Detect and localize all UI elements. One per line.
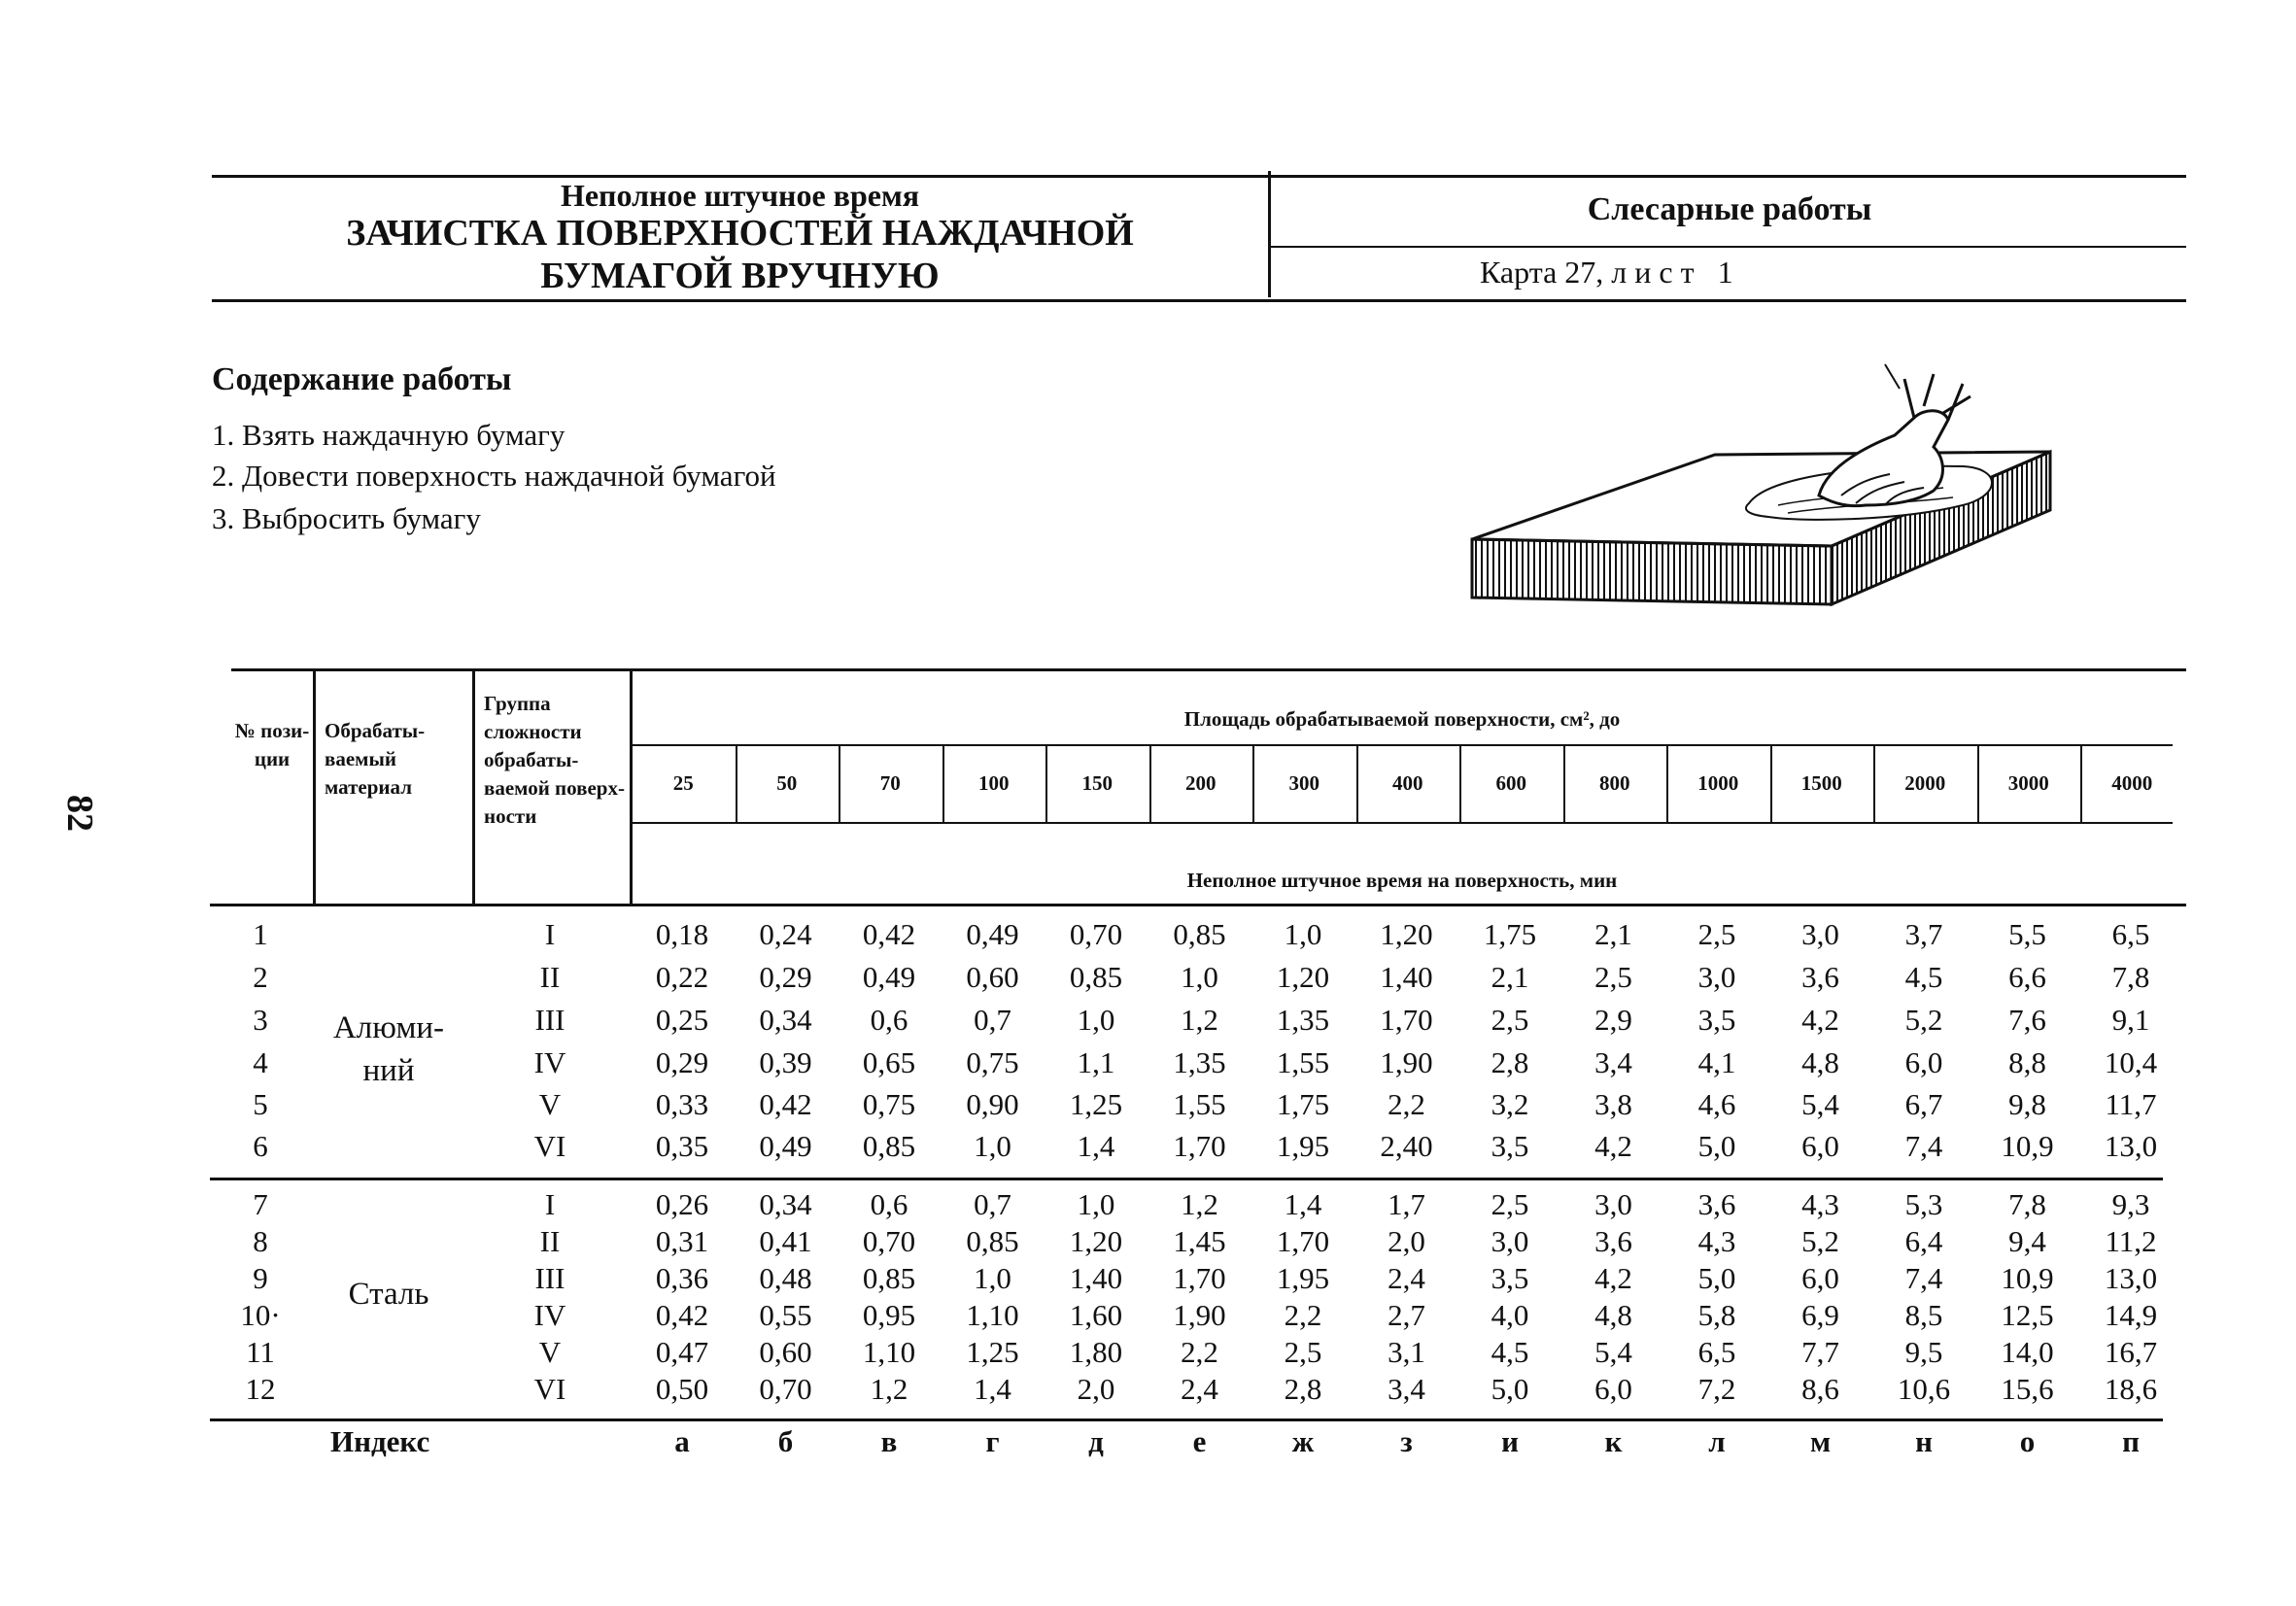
area-header: Площадь обрабатываемой поверхности, см², до — [1183, 707, 1621, 731]
time-value: 11,7 — [2105, 1087, 2157, 1121]
time-value: 3,4 — [1388, 1372, 1425, 1406]
time-value: 1,70 — [1380, 1003, 1433, 1037]
time-value: 4,2 — [1801, 1003, 1839, 1037]
time-value: 14,9 — [2104, 1298, 2158, 1332]
time-value: 3,2 — [1491, 1087, 1529, 1121]
time-value: 0,50 — [655, 1372, 709, 1406]
time-value: 0,75 — [862, 1087, 916, 1121]
area-value: 1500 — [1800, 770, 1842, 795]
time-value: 0,41 — [759, 1224, 812, 1258]
row-group: II — [539, 960, 561, 994]
time-value: 4,3 — [1697, 1224, 1736, 1258]
row-position: 6 — [253, 1129, 268, 1163]
time-value: 5,3 — [1904, 1187, 1943, 1221]
time-value: 2,5 — [1491, 1003, 1529, 1037]
time-value: 3,0 — [1801, 917, 1839, 951]
time-value: 0,42 — [759, 1087, 812, 1121]
card-number — [1480, 255, 1741, 290]
time-value: 0,85 — [1069, 960, 1123, 994]
time-value: 1,10 — [966, 1298, 1019, 1332]
time-value: 1,7 — [1388, 1187, 1425, 1221]
time-value: 1,25 — [1069, 1087, 1123, 1121]
area-values-rule — [632, 822, 2173, 824]
row-position: 5 — [253, 1087, 268, 1121]
time-value: 2,2 — [1284, 1298, 1322, 1332]
time-value: 1,2 — [1181, 1187, 1218, 1221]
time-value: 4,5 — [1904, 960, 1943, 994]
time-value: 6,0 — [1801, 1261, 1839, 1295]
area-value: 100 — [978, 770, 1010, 795]
sanding-illustration — [1457, 359, 2079, 622]
time-value: 0,24 — [759, 917, 812, 951]
time-value: 1,2 — [870, 1372, 908, 1406]
time-value: 2,0 — [1077, 1372, 1115, 1406]
time-value: 0,34 — [759, 1003, 812, 1037]
time-value: 0,29 — [759, 960, 812, 994]
time-value: 6,9 — [1801, 1298, 1839, 1332]
time-value: 2,1 — [1594, 917, 1632, 951]
time-value: 9,3 — [2111, 1187, 2150, 1221]
block-front — [1472, 539, 1832, 604]
time-value: 1,40 — [1380, 960, 1433, 994]
time-value: 1,35 — [1276, 1003, 1330, 1037]
row-group: I — [544, 917, 556, 951]
time-value: 12,5 — [2001, 1298, 2054, 1332]
row-group: V — [538, 1335, 562, 1369]
time-value: 2,7 — [1388, 1298, 1425, 1332]
time-value: 0,70 — [759, 1372, 812, 1406]
time-value: 1,60 — [1069, 1298, 1123, 1332]
time-value: 1,75 — [1483, 917, 1537, 951]
row-group: III — [534, 1261, 565, 1295]
time-value: 0,33 — [655, 1087, 709, 1121]
row-position: 11 — [246, 1335, 275, 1369]
row-group: IV — [533, 1298, 566, 1332]
row-position: 9 — [253, 1261, 268, 1295]
time-value: 3,5 — [1491, 1261, 1529, 1295]
time-value: 8,5 — [1904, 1298, 1943, 1332]
time-value: 1,90 — [1173, 1298, 1226, 1332]
time-value: 0,48 — [759, 1261, 812, 1295]
index-letter: б — [777, 1424, 794, 1458]
time-value: 1,2 — [1181, 1003, 1218, 1037]
time-value: 2,4 — [1388, 1261, 1425, 1295]
time-value: 1,35 — [1173, 1045, 1226, 1079]
time-value: 4,8 — [1594, 1298, 1632, 1332]
time-value: 2,0 — [1388, 1224, 1425, 1258]
area-value: 4000 — [2111, 770, 2153, 795]
row-group: VI — [533, 1129, 566, 1163]
area-value: 50 — [776, 770, 798, 795]
area-value: 25 — [672, 770, 694, 795]
area-value: 1000 — [1697, 770, 1739, 795]
col-group-header: Группа сложности обрабаты- ваемой поверх- ности — [484, 692, 625, 828]
time-value: 6,6 — [2008, 960, 2046, 994]
time-value: 0,70 — [1069, 917, 1123, 951]
header-title-block — [212, 179, 1268, 301]
time-value: 3,6 — [1594, 1224, 1632, 1258]
time-value: 4,2 — [1594, 1261, 1632, 1295]
time-value: 0,60 — [759, 1335, 812, 1369]
index-letter: к — [1604, 1424, 1623, 1458]
time-value: 4,6 — [1697, 1087, 1736, 1121]
time-value: 14,0 — [2001, 1335, 2054, 1369]
index-letter: а — [674, 1424, 690, 1458]
table-top-rule — [231, 668, 2186, 671]
time-value: 1,55 — [1173, 1087, 1226, 1121]
time-value: 2,9 — [1594, 1003, 1632, 1037]
time-value: 0,26 — [655, 1187, 709, 1221]
row-position: 8 — [253, 1224, 268, 1258]
material-aluminium: Алюми- ний — [332, 1010, 445, 1088]
time-value: 0,95 — [862, 1298, 916, 1332]
row-position: 10· — [240, 1298, 281, 1332]
time-value: 2,4 — [1181, 1372, 1218, 1406]
row-group: VI — [533, 1372, 566, 1406]
time-value: 1,45 — [1173, 1224, 1226, 1258]
time-value: 4,2 — [1594, 1129, 1632, 1163]
time-value: 4,1 — [1697, 1045, 1736, 1079]
time-value: 2,2 — [1388, 1087, 1425, 1121]
time-header: Неполное штучное время на поверхность, мин — [1186, 869, 1618, 892]
time-value: 0,42 — [862, 917, 916, 951]
area-value: 600 — [1495, 770, 1526, 795]
time-value: 0,65 — [862, 1045, 916, 1079]
row-group: II — [539, 1224, 561, 1258]
time-value: 3,6 — [1801, 960, 1839, 994]
time-value: 1,0 — [1077, 1187, 1115, 1221]
time-value: 3,5 — [1697, 1003, 1736, 1037]
time-value: 4,3 — [1801, 1187, 1839, 1221]
time-value: 5,4 — [1594, 1335, 1632, 1369]
row-position: 7 — [253, 1187, 268, 1221]
time-value: 10,9 — [2001, 1261, 2054, 1295]
time-value: 2,5 — [1284, 1335, 1322, 1369]
time-value: 0,90 — [966, 1087, 1019, 1121]
time-value: 9,5 — [1904, 1335, 1943, 1369]
time-value: 2,5 — [1697, 917, 1736, 951]
col-material-header: Обрабаты- ваемый материал — [325, 719, 426, 799]
page-number: 82 — [59, 795, 100, 832]
index-letter: и — [1501, 1424, 1519, 1458]
time-value: 0,34 — [759, 1187, 812, 1221]
time-value: 3,4 — [1594, 1045, 1632, 1079]
sheet-label: лист 1 — [1611, 255, 1741, 290]
area-value: 200 — [1185, 770, 1217, 795]
time-value: 0,85 — [1173, 917, 1226, 951]
header-col-rule-1 — [313, 668, 316, 906]
time-value: 0,85 — [862, 1129, 916, 1163]
time-value: 1,70 — [1173, 1129, 1226, 1163]
table-bottom-rule — [210, 1418, 2163, 1421]
area-value: 3000 — [2007, 770, 2049, 795]
time-value: 1,4 — [1284, 1187, 1322, 1221]
time-value: 0,39 — [759, 1045, 812, 1079]
content-title: Содержание работы — [212, 361, 512, 397]
time-value: 13,0 — [2104, 1129, 2158, 1163]
time-value: 13,0 — [2104, 1261, 2158, 1295]
section-name: Слесарные работы — [1587, 191, 1872, 227]
time-value: 3,5 — [1491, 1129, 1529, 1163]
time-value: 5,0 — [1697, 1129, 1736, 1163]
time-value: 3,6 — [1697, 1187, 1736, 1221]
index-letter: г — [985, 1424, 1000, 1458]
time-value: 5,0 — [1491, 1372, 1529, 1406]
index-letter: о — [2019, 1424, 2036, 1458]
time-value: 3,7 — [1904, 917, 1943, 951]
card-label: Карта 27, — [1480, 255, 1604, 290]
header-divider — [1268, 171, 1271, 297]
time-value: 4,8 — [1801, 1045, 1839, 1079]
time-value: 15,6 — [2001, 1372, 2054, 1406]
time-value: 2,8 — [1284, 1372, 1322, 1406]
time-value: 11,2 — [2105, 1224, 2157, 1258]
time-value: 5,2 — [1904, 1003, 1943, 1037]
time-value: 0,85 — [966, 1224, 1019, 1258]
time-value: 10,4 — [2104, 1045, 2158, 1079]
time-value: 6,7 — [1904, 1087, 1943, 1121]
area-value: 2000 — [1904, 770, 1946, 795]
time-value: 7,4 — [1904, 1261, 1943, 1295]
time-value: 8,8 — [2008, 1045, 2046, 1079]
time-value: 0,36 — [655, 1261, 709, 1295]
index-letter: д — [1088, 1424, 1104, 1458]
index-letter: м — [1809, 1424, 1832, 1458]
time-value: 0,47 — [655, 1335, 709, 1369]
time-value: 16,7 — [2104, 1335, 2158, 1369]
time-value: 1,10 — [862, 1335, 916, 1369]
index-letter: ж — [1291, 1424, 1315, 1458]
time-value: 2,8 — [1491, 1045, 1529, 1079]
time-value: 2,2 — [1181, 1335, 1218, 1369]
area-value: 400 — [1392, 770, 1423, 795]
row-position: 2 — [253, 960, 268, 994]
index-letter: л — [1708, 1424, 1726, 1458]
time-value: 4,0 — [1491, 1298, 1529, 1332]
time-value: 1,0 — [1284, 917, 1322, 951]
time-value: 18,6 — [2104, 1372, 2158, 1406]
time-value: 8,6 — [1801, 1372, 1839, 1406]
time-value: 0,55 — [759, 1298, 812, 1332]
time-value: 9,4 — [2008, 1224, 2046, 1258]
time-value: 1,20 — [1380, 917, 1433, 951]
time-value: 3,8 — [1594, 1087, 1632, 1121]
time-value: 1,75 — [1276, 1087, 1330, 1121]
time-value: 1,4 — [1077, 1129, 1115, 1163]
index-letter: п — [2122, 1424, 2140, 1458]
time-value: 7,4 — [1904, 1129, 1943, 1163]
area-value: 800 — [1599, 770, 1630, 795]
time-value: 3,0 — [1491, 1224, 1529, 1258]
time-value: 4,5 — [1491, 1335, 1529, 1369]
row-position: 3 — [253, 1003, 268, 1037]
time-value: 1,0 — [974, 1261, 1011, 1295]
time-value: 7,2 — [1697, 1372, 1736, 1406]
time-value: 6,5 — [1697, 1335, 1736, 1369]
time-value: 5,0 — [1697, 1261, 1736, 1295]
time-value: 0,49 — [759, 1129, 812, 1163]
time-value: 1,1 — [1077, 1045, 1115, 1079]
time-value: 0,29 — [655, 1045, 709, 1079]
time-value: 10,9 — [2001, 1129, 2054, 1163]
time-value: 0,18 — [655, 917, 709, 951]
time-value: 0,60 — [966, 960, 1019, 994]
time-value: 3,1 — [1388, 1335, 1425, 1369]
time-value: 1,95 — [1276, 1261, 1330, 1295]
row-position: 12 — [245, 1372, 276, 1406]
time-value: 0,42 — [655, 1298, 709, 1332]
col-position-header: № пози- ции — [234, 719, 310, 770]
time-value: 2,1 — [1491, 960, 1529, 994]
index-letter: н — [1915, 1424, 1933, 1458]
time-value: 6,4 — [1904, 1224, 1943, 1258]
row-position: 1 — [253, 917, 268, 951]
area-value: 70 — [879, 770, 901, 795]
time-value: 0,6 — [870, 1003, 908, 1037]
time-value: 2,40 — [1380, 1129, 1433, 1163]
index-letter: в — [880, 1424, 898, 1458]
time-value: 1,20 — [1069, 1224, 1123, 1258]
time-value: 0,49 — [966, 917, 1019, 951]
table-header-bottom-rule — [210, 904, 2186, 906]
row-group: IV — [533, 1045, 566, 1079]
row-group: I — [544, 1187, 556, 1221]
row-group: V — [538, 1087, 562, 1121]
time-value: 0,6 — [870, 1187, 908, 1221]
time-value: 3,0 — [1697, 960, 1736, 994]
material-steel: Сталь — [348, 1277, 429, 1312]
area-value: 300 — [1288, 770, 1319, 795]
time-value: 0,25 — [655, 1003, 709, 1037]
time-value: 6,0 — [1801, 1129, 1839, 1163]
time-value: 5,5 — [2008, 917, 2046, 951]
time-value: 0,75 — [966, 1045, 1019, 1079]
time-value: 10,6 — [1897, 1372, 1951, 1406]
area-value: 150 — [1081, 770, 1113, 795]
header-title-line2: БУМАГОЙ ВРУЧНУЮ — [540, 256, 940, 296]
time-value: 6,0 — [1594, 1372, 1632, 1406]
index-letter: е — [1192, 1424, 1207, 1458]
time-value: 0,31 — [655, 1224, 709, 1258]
time-value: 2,5 — [1594, 960, 1632, 994]
time-value: 6,5 — [2111, 917, 2150, 951]
time-value: 7,7 — [1801, 1335, 1839, 1369]
time-value: 2,5 — [1491, 1187, 1529, 1221]
index-letter: з — [1400, 1424, 1413, 1458]
step-1: 1. Взять наждачную бумагу — [212, 418, 565, 452]
time-value: 1,55 — [1276, 1045, 1330, 1079]
time-value: 7,6 — [2008, 1003, 2046, 1037]
header-title-line1: ЗАЧИСТКА ПОВЕРХНОСТЕЙ НАЖДАЧНОЙ — [346, 213, 1134, 254]
time-value: 5,8 — [1697, 1298, 1736, 1332]
time-value: 9,1 — [2111, 1003, 2150, 1037]
time-value: 1,0 — [1181, 960, 1218, 994]
index-label: Индекс — [330, 1424, 430, 1458]
time-value: 6,0 — [1904, 1045, 1943, 1079]
time-value: 1,90 — [1380, 1045, 1433, 1079]
time-value: 1,40 — [1069, 1261, 1123, 1295]
header-mid-rule — [1270, 246, 2186, 248]
time-value: 1,20 — [1276, 960, 1330, 994]
time-value: 7,8 — [2008, 1187, 2046, 1221]
time-value: 5,4 — [1801, 1087, 1839, 1121]
time-value: 0,85 — [862, 1261, 916, 1295]
header-top-rule — [212, 175, 2186, 178]
time-value: 1,80 — [1069, 1335, 1123, 1369]
time-value: 0,7 — [974, 1187, 1011, 1221]
row-position: 4 — [253, 1045, 268, 1079]
time-value: 0,22 — [655, 960, 709, 994]
step-3: 3. Выбросить бумагу — [212, 501, 481, 535]
time-value: 9,8 — [2008, 1087, 2046, 1121]
time-value: 1,0 — [974, 1129, 1011, 1163]
header-col-rule-2 — [472, 668, 475, 906]
time-value: 1,70 — [1276, 1224, 1330, 1258]
time-value: 1,70 — [1173, 1261, 1226, 1295]
time-value: 5,2 — [1801, 1224, 1839, 1258]
time-value: 0,70 — [862, 1224, 916, 1258]
time-value: 0,49 — [862, 960, 916, 994]
time-value: 1,4 — [974, 1372, 1011, 1406]
row-group: III — [534, 1003, 565, 1037]
time-value: 1,25 — [966, 1335, 1019, 1369]
time-value: 1,95 — [1276, 1129, 1330, 1163]
step-2: 2. Довести поверхность наждачной бумагой — [212, 459, 776, 493]
material-separator-rule — [210, 1178, 2163, 1180]
time-value: 0,35 — [655, 1129, 709, 1163]
time-value: 0,7 — [974, 1003, 1011, 1037]
time-value: 3,0 — [1594, 1187, 1632, 1221]
time-value: 1,0 — [1077, 1003, 1115, 1037]
header-subtitle: Неполное штучное время — [560, 178, 920, 213]
time-value: 7,8 — [2111, 960, 2150, 994]
